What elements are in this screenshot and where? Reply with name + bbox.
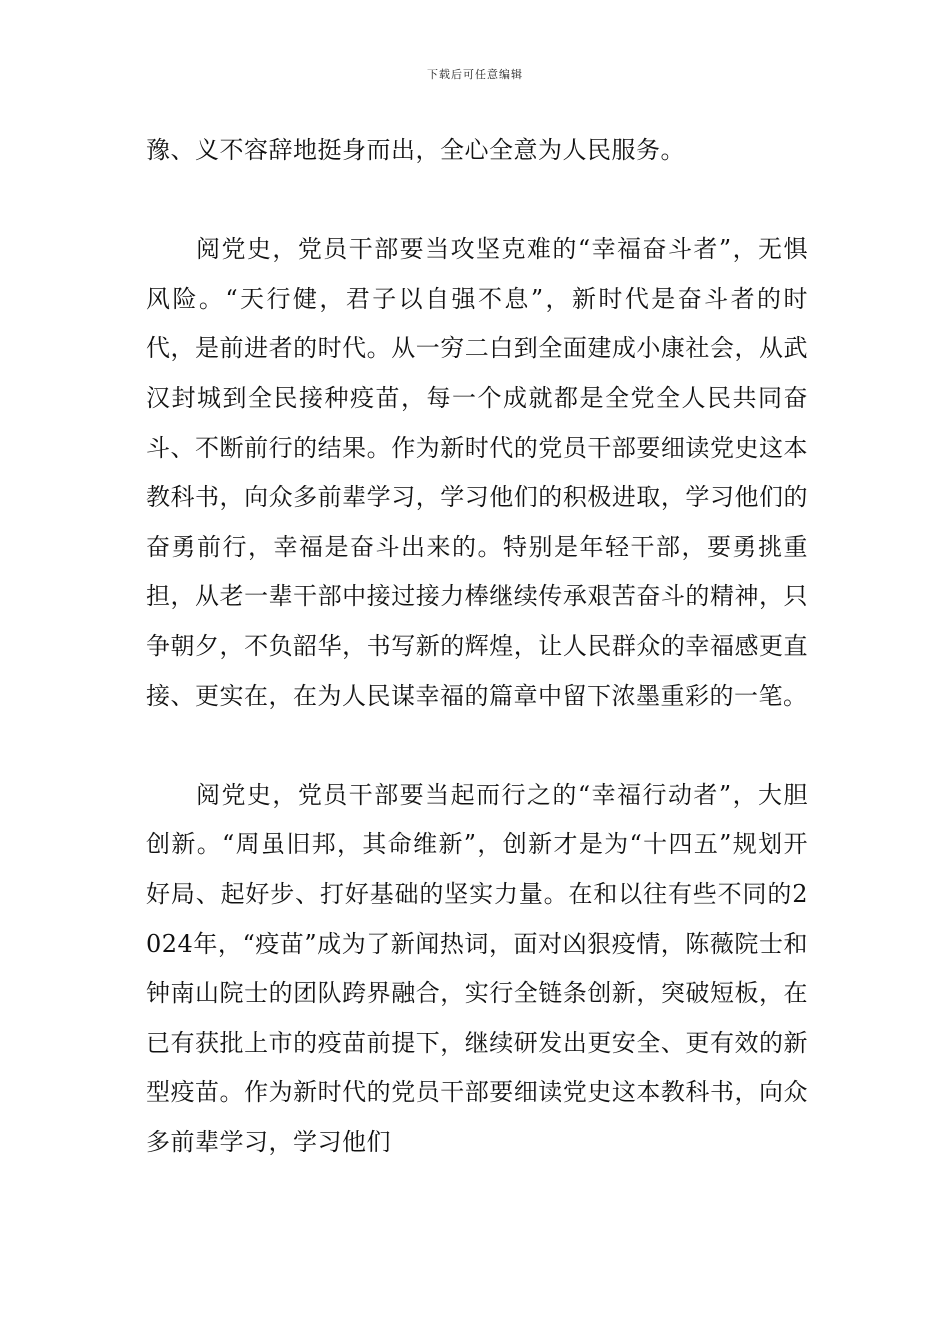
paragraph-gap xyxy=(146,176,808,226)
paragraph-continuation: 豫、义不容辞地挺身而出，全心全意为人民服务。 xyxy=(146,136,685,164)
paragraph-happiness-striver: 阅党史，党员干部要当攻坚克难的“幸福奋斗者”，无惧风险。“天行健，君子以自强不息”，新时代是奋斗者的时代，是前进者的时代。从一穷二白到全面建成小康社会，从武汉封城到全民接种疫苗，每一个成就都是全党全人民共同奋斗、不断前行的结果。作为新时代的党员干部要细读党史这本教科书，向众多前辈学习，学习他们的积极进取，学习他们的奋勇前行，幸福是奋斗出来的。特别是年轻干部，要勇挑重担，从老一辈干部中接过接力棒继续传承艰苦奋斗的精神，只争朝夕，不负韶华，书写新的辉煌，让人民群众的幸福感更直接、更实在，在为人民谋幸福的篇章中留下浓墨重彩的一笔。 xyxy=(146,235,808,710)
paragraph-happiness-actor: 阅党史，党员干部要当起而行之的“幸福行动者”，大胆创新。“周虽旧邦，其命维新”，创新才是为“十四五”规划开好局、起好步、打好基础的坚实力量。在和以往有些不同的2024年，“疫苗”成为了新闻热词，面对凶狠疫情，陈薇院士和钟南山院士的团队跨界融合，实行全链条创新，突破短板，在已有获批上市的疫苗前提下，继续研发出更安全、更有效的新型疫苗。作为新时代的党员干部要细读党史这本教科书，向众多前辈学习，学习他们 xyxy=(146,780,808,1156)
document-body xyxy=(146,126,808,1167)
page-header: 下载后可任意编辑 xyxy=(427,68,523,81)
paragraph-gap xyxy=(146,721,808,771)
